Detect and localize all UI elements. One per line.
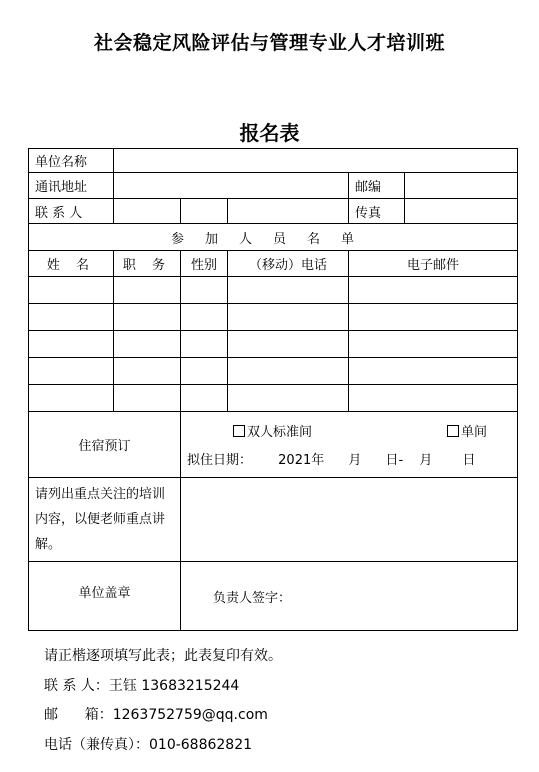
focus-content-label: 请列出重点关注的培训内容，以便老师重点讲解。 bbox=[29, 478, 181, 562]
option-double-room[interactable]: 双人标准间 bbox=[233, 421, 312, 440]
phone-info: 电话（兼传真）：010-68862821 bbox=[44, 737, 253, 753]
participant-email-cell[interactable] bbox=[349, 385, 518, 412]
col-header-phone: （移动）电话 bbox=[228, 251, 349, 277]
contact-person-field[interactable] bbox=[114, 199, 181, 224]
postcode-label: 邮编 bbox=[349, 173, 405, 199]
focus-content-field[interactable] bbox=[181, 478, 518, 562]
signature-field[interactable] bbox=[181, 562, 518, 631]
participant-email-cell[interactable] bbox=[349, 304, 518, 331]
participant-name-cell[interactable] bbox=[29, 385, 114, 412]
accommodation-options bbox=[181, 412, 518, 478]
participant-phone-cell[interactable] bbox=[228, 277, 349, 304]
contact-person-label: 联 系 人 bbox=[29, 199, 114, 224]
checkbox-icon[interactable] bbox=[233, 425, 245, 437]
participant-position-cell[interactable] bbox=[114, 304, 181, 331]
form-title: 报名表 bbox=[239, 121, 300, 145]
address-label: 通讯地址 bbox=[29, 173, 114, 199]
unit-name-label: 单位名称 bbox=[29, 149, 114, 173]
participant-row bbox=[29, 385, 518, 412]
fax-field[interactable] bbox=[405, 199, 518, 224]
participant-phone-cell[interactable] bbox=[228, 385, 349, 412]
participant-position-cell[interactable] bbox=[114, 358, 181, 385]
contact-extra-field[interactable] bbox=[181, 199, 228, 224]
email-info: 邮 箱：1263752759@qq.com bbox=[44, 707, 268, 723]
participant-email-cell[interactable] bbox=[349, 277, 518, 304]
checkbox-icon[interactable] bbox=[447, 425, 459, 437]
participant-gender-cell[interactable] bbox=[181, 331, 228, 358]
accommodation-label: 住宿预订 bbox=[29, 412, 181, 478]
unit-seal-label: 单位盖章 bbox=[29, 562, 181, 631]
participant-phone-cell[interactable] bbox=[228, 358, 349, 385]
postcode-field[interactable] bbox=[405, 173, 518, 199]
unit-name-field[interactable] bbox=[114, 149, 518, 173]
col-header-gender: 性别 bbox=[181, 251, 228, 277]
col-header-name: 姓 名 bbox=[29, 251, 114, 277]
contact-info: 联 系 人：王钰 13683215244 bbox=[44, 678, 240, 694]
participant-row bbox=[29, 304, 518, 331]
document-title: 社会稳定风险评估与管理专业人才培训班 bbox=[93, 32, 445, 54]
participant-email-cell[interactable] bbox=[349, 358, 518, 385]
option-single-room[interactable]: 单间 bbox=[447, 421, 487, 440]
participant-gender-cell[interactable] bbox=[181, 358, 228, 385]
participant-row bbox=[29, 358, 518, 385]
participant-row bbox=[29, 331, 518, 358]
participant-gender-cell[interactable] bbox=[181, 385, 228, 412]
participant-name-cell[interactable] bbox=[29, 277, 114, 304]
col-header-email: 电子邮件 bbox=[349, 251, 518, 277]
participant-phone-cell[interactable] bbox=[228, 331, 349, 358]
participant-gender-cell[interactable] bbox=[181, 304, 228, 331]
participant-position-cell[interactable] bbox=[114, 385, 181, 412]
participant-email-cell[interactable] bbox=[349, 331, 518, 358]
checkin-date-line: 拟住日期： 2021年 月 日- 月 日 bbox=[187, 453, 476, 468]
instruction-note: 请正楷逐项填写此表；此表复印有效。 bbox=[44, 648, 282, 664]
address-field[interactable] bbox=[114, 173, 349, 199]
participants-section-title: 参加人员名单 bbox=[29, 224, 518, 251]
participant-name-cell[interactable] bbox=[29, 331, 114, 358]
participant-name-cell[interactable] bbox=[29, 304, 114, 331]
participant-position-cell[interactable] bbox=[114, 277, 181, 304]
col-header-position: 职 务 bbox=[114, 251, 181, 277]
participant-row bbox=[29, 277, 518, 304]
participant-position-cell[interactable] bbox=[114, 331, 181, 358]
participant-name-cell[interactable] bbox=[29, 358, 114, 385]
fax-label: 传真 bbox=[349, 199, 405, 224]
registration-form bbox=[28, 148, 518, 631]
participant-phone-cell[interactable] bbox=[228, 304, 349, 331]
participant-gender-cell[interactable] bbox=[181, 277, 228, 304]
signature-label: 负责人签字： bbox=[213, 590, 292, 606]
contact-phone-field[interactable] bbox=[228, 199, 349, 224]
